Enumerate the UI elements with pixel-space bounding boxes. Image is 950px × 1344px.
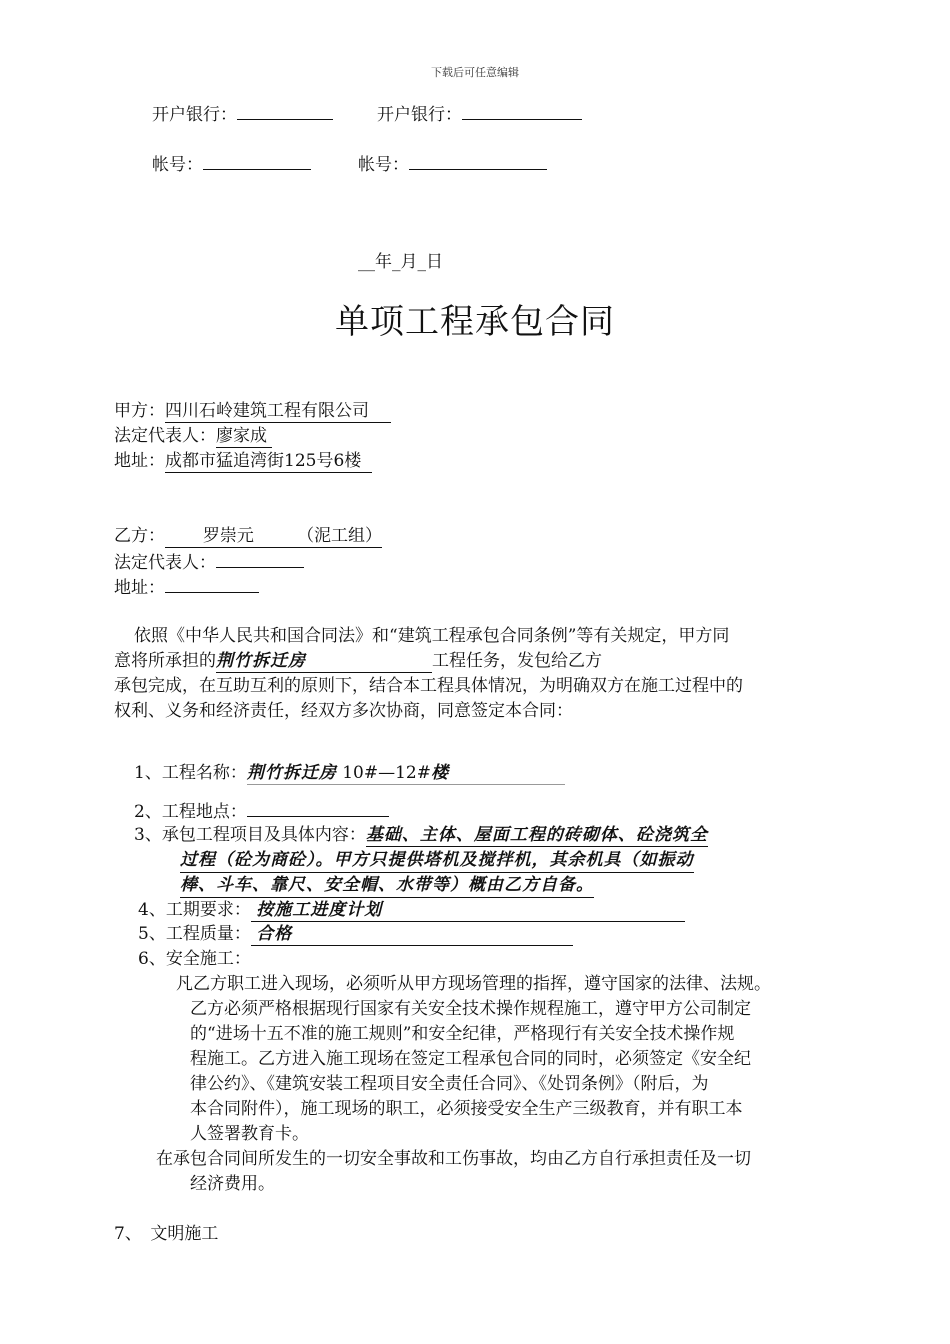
- item-5: [138, 922, 573, 946]
- item-6-para-3-line-2: 经济费用。: [190, 1174, 275, 1194]
- item-6-para-3-line-1: 在承包合同间所发生的一切安全事故和工伤事故，均由乙方自行承担责任及一切: [156, 1149, 751, 1169]
- party-b-rep-label: 法定代表人：: [114, 553, 216, 573]
- party-b-rep-blank: [216, 549, 304, 568]
- bank-blank-left: [237, 101, 333, 120]
- item-2: [134, 798, 389, 824]
- item-1-label: 1、工程名称：: [134, 763, 247, 783]
- item-1: [134, 761, 565, 785]
- item-3-line-1: 基础、主体、屋面工程的砖砌体、砼浇筑全: [365, 825, 708, 845]
- item-1-value: 荆竹拆迁房 10#—12#楼: [247, 762, 565, 785]
- party-a-addr: 成都市猛追湾街125号6楼: [165, 451, 372, 473]
- item-6-para-2-line-6: 人签署教育卡。: [190, 1124, 309, 1144]
- item-3: [134, 823, 708, 847]
- party-a-addr-line: [114, 449, 372, 473]
- account-label-right: 帐号：: [358, 155, 409, 175]
- item-3-label: 3、承包工程项目及具体内容：: [134, 825, 366, 845]
- header-note: 下载后可任意编辑: [431, 66, 519, 79]
- account-row-right: [358, 151, 547, 177]
- bank-row-right: [377, 101, 582, 127]
- item-6-para-2-line-3: 程施工。乙方进入施工现场在签定工程承包合同的同时，必须签定《安全纪: [190, 1049, 751, 1069]
- party-a-line: [114, 399, 391, 423]
- intro-line-3: 承包完成，在互助互利的原则下，结合本工程具体情况，为明确双方在施工过程中的: [114, 676, 743, 696]
- item-7: 7、 文明施工: [114, 1224, 219, 1244]
- party-a-label: 甲方：: [114, 401, 165, 421]
- party-a-rep-label: 法定代表人：: [114, 426, 216, 446]
- date-line: __年_月_日: [358, 252, 443, 272]
- party-a-rep-line: [114, 424, 272, 448]
- item-2-label: 2、工程地点：: [134, 802, 247, 822]
- item-3-line-2: 过程（砼为商砼）。甲方只提供塔机及搅拌机，其余机具（如振动: [180, 848, 694, 873]
- party-b-addr-blank: [165, 574, 259, 593]
- document-title: 单项工程承包合同: [335, 302, 615, 342]
- intro-project-name: 荆竹拆迁房: [216, 650, 432, 673]
- party-b-name: 罗崇元 （泥工组）: [165, 526, 382, 548]
- party-b-label: 乙方：: [114, 526, 165, 546]
- party-b-addr-line: [114, 574, 259, 600]
- item-5-value: 合格: [251, 923, 573, 946]
- bank-blank-right: [462, 101, 582, 120]
- party-b-addr-label: 地址：: [114, 578, 165, 598]
- party-a-name: 四川石岭建筑工程有限公司: [165, 401, 391, 423]
- item-6-para-2-line-4: 律公约》、《建筑安装工程项目安全责任合同》、《处罚条例》（附后，为: [190, 1074, 709, 1094]
- item-5-label: 5、工程质量：: [138, 924, 251, 944]
- item-6-label: 6、安全施工：: [138, 949, 251, 969]
- intro-line-4: 权利、义务和经济责任，经双方多次协商，同意签定本合同：: [114, 701, 573, 721]
- account-row: [152, 151, 311, 177]
- party-b-rep-line: [114, 549, 304, 575]
- account-label-left: 帐号：: [152, 155, 203, 175]
- item-6-para-2-line-5: 本合同附件），施工现场的职工，必须接受安全生产三级教育，并有职工本: [190, 1099, 743, 1119]
- item-3-line-3: 棒、斗车、靠尺、安全帽、水带等）概由乙方自备。: [180, 873, 594, 898]
- item-2-blank: [247, 798, 389, 817]
- account-blank-left: [203, 151, 311, 170]
- item-6-para-2-line-1: 乙方必须严格根据现行国家有关安全技术操作规程施工，遵守甲方公司制定: [190, 999, 751, 1019]
- party-a-addr-label: 地址：: [114, 451, 165, 471]
- account-blank-right: [409, 151, 547, 170]
- item-6-para-1: 凡乙方职工进入现场，必须听从甲方现场管理的指挥，遵守国家的法律、法规。: [176, 974, 771, 994]
- item-6-para-2-line-2: 的“进场十五不准的施工规则”和安全纪律，严格现行有关安全技术操作规: [190, 1024, 735, 1044]
- party-a-rep: 廖家成: [216, 426, 272, 448]
- item-4: [138, 898, 685, 922]
- item-4-value: 按施工进度计划: [251, 899, 685, 922]
- item-4-label: 4、工期要求：: [138, 900, 251, 920]
- bank-label-right: 开户银行：: [377, 105, 462, 125]
- bank-row: [152, 101, 333, 127]
- bank-label-left: 开户银行：: [152, 105, 237, 125]
- intro-line-1: 依照《中华人民共和国合同法》和“建筑工程承包合同条例”等有关规定，甲方同: [134, 626, 730, 646]
- intro-line-2: 意将所承担的荆竹拆迁房 工程任务，发包给乙方: [114, 651, 602, 671]
- party-b-line: [114, 524, 382, 548]
